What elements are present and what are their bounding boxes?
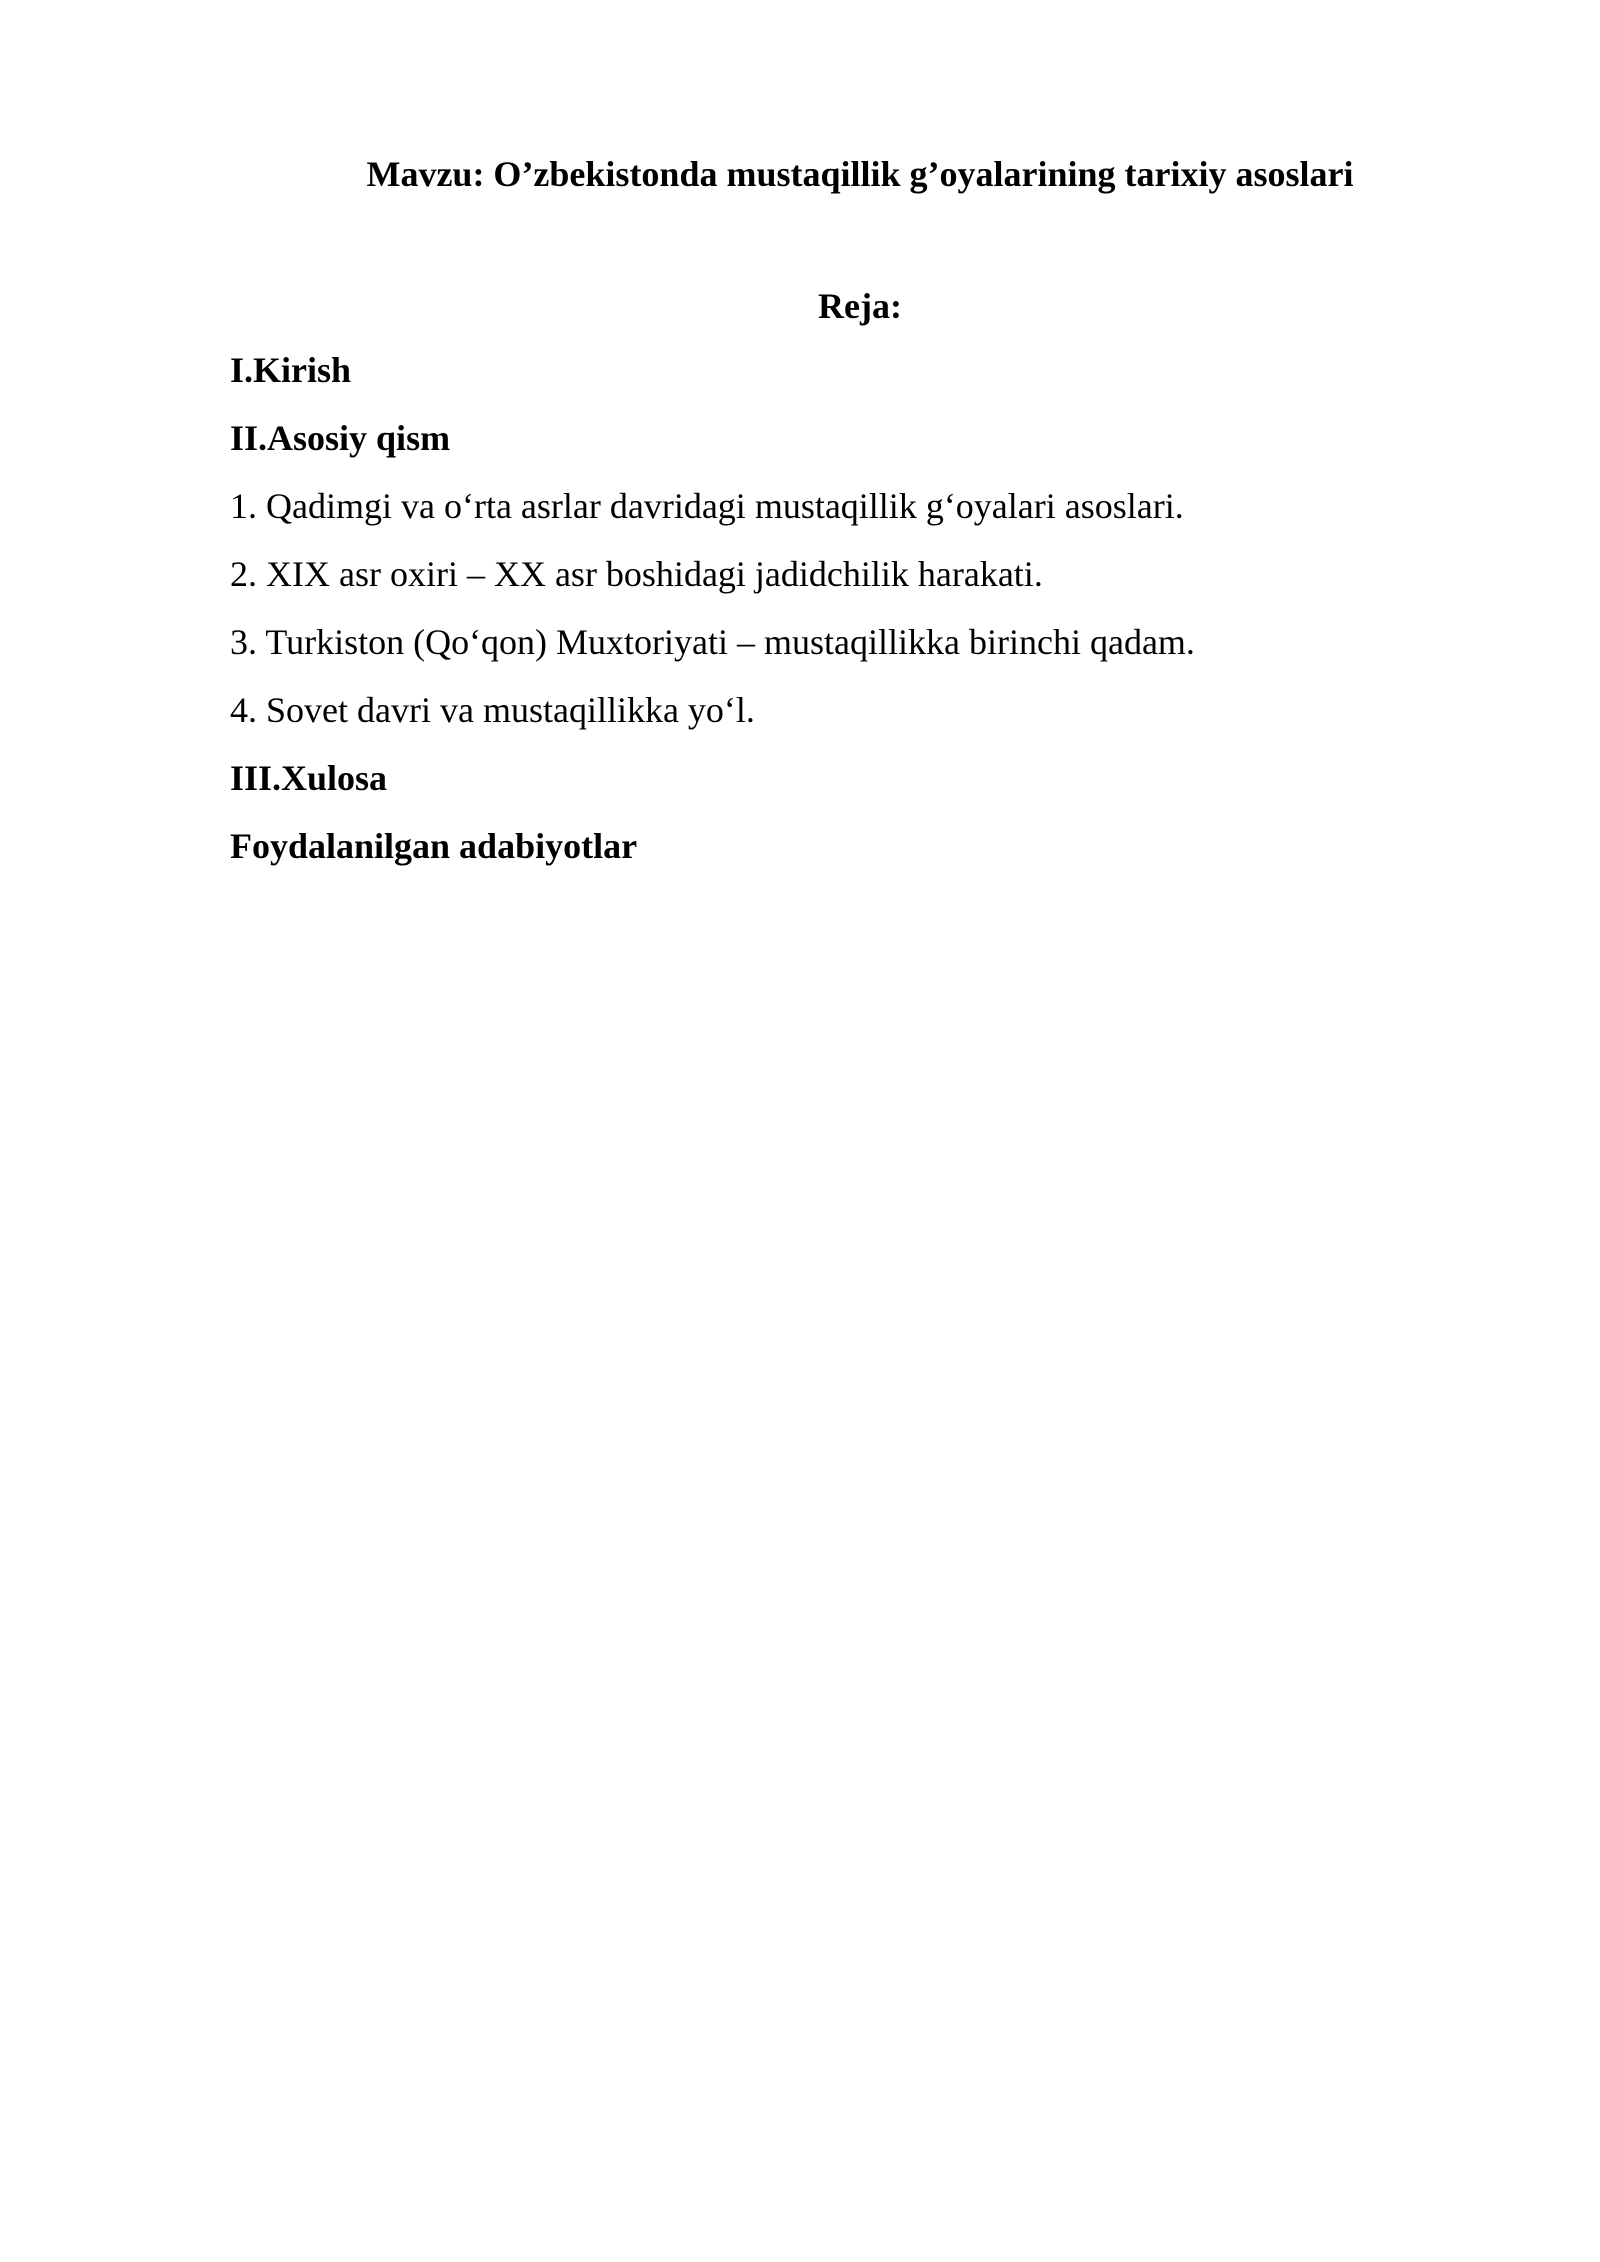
outline-item-conclusion: III.Xulosa <box>230 758 388 798</box>
outline-item-1: 1. Qadimgi va o‘rta asrlar davridagi mustaqillik g‘oyalari asoslari. <box>230 486 1184 526</box>
outline-item-references: Foydalanilgan adabiyotlar <box>230 826 638 866</box>
document-title: Mavzu: O’zbekistonda mustaqillik g’oyalarining tarixiy asoslari <box>366 154 1354 194</box>
outline-item-3: 3. Turkiston (Qo‘qon) Muxtoriyati – mustaqillikka birinchi qadam. <box>230 622 1195 662</box>
outline-item-introduction: I.Kirish <box>230 350 352 390</box>
outline-item-4: 4. Sovet davri va mustaqillikka yo‘l. <box>230 690 755 730</box>
plan-heading: Reja: <box>818 286 902 326</box>
outline-item-main-part: II.Asosiy qism <box>230 418 451 458</box>
plan-outline <box>230 346 1430 890</box>
outline-item-2: 2. XIX asr oxiri – XX asr boshidagi jadidchilik harakati. <box>230 554 1043 594</box>
